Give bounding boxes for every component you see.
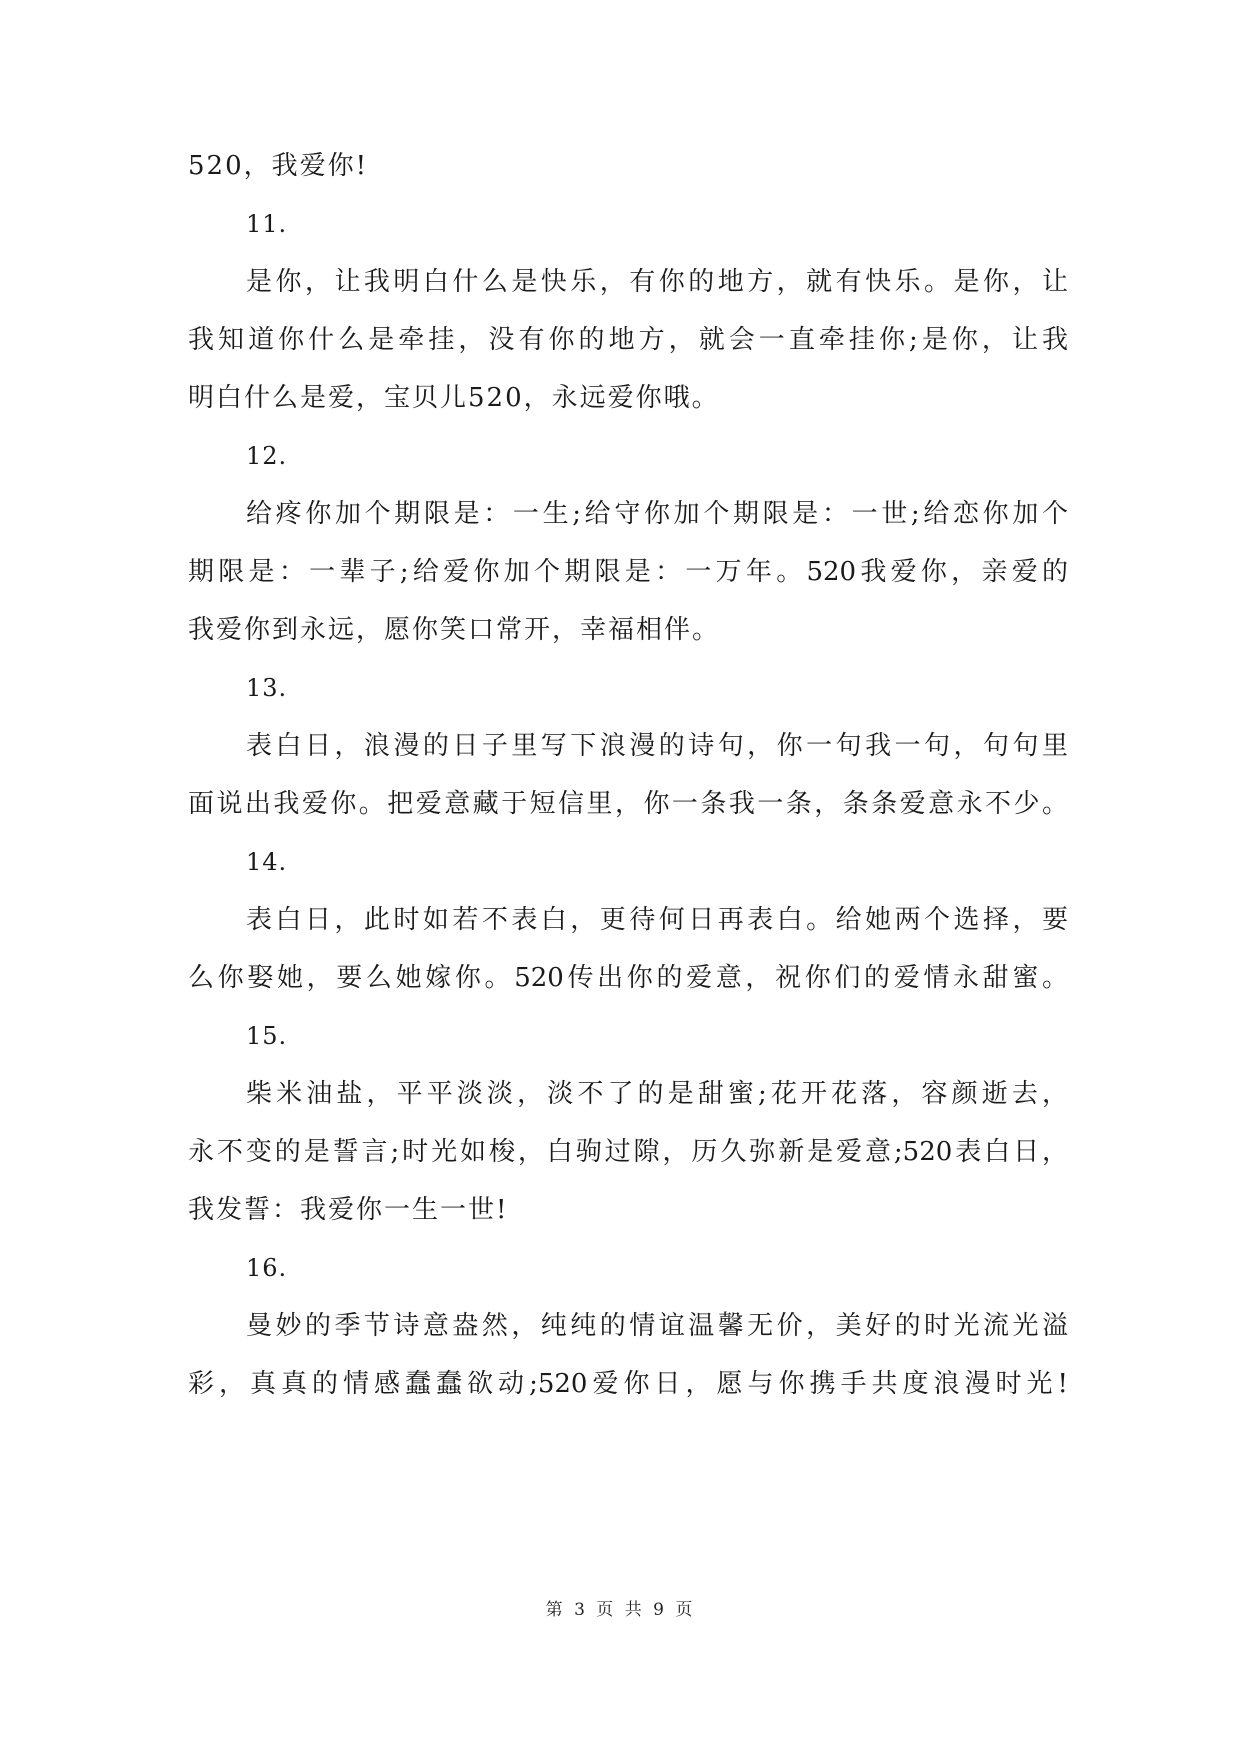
paragraph-line: 永不变的是誓言;时光如梭，白驹过隙，历久弥新是爱意;520表白日， [188,1137,1068,1167]
entry-number: 13. [246,674,288,702]
page-number-footer: 第 3 页 共 9 页 [545,1600,696,1620]
paragraph-line: 柴米油盐，平平淡淡，淡不了的是甜蜜;花开花落，容颜逝去， [246,1079,1068,1109]
entry-number: 15. [246,1022,288,1050]
paragraph-line: 么你娶她，要么她嫁你。520传出你的爱意，祝你们的爱情永甜蜜。 [188,963,1068,993]
paragraph-line: 彩，真真的情感蠢蠢欲动;520爱你日，愿与你携手共度浪漫时光! [188,1369,1068,1399]
paragraph-line: 面说出我爱你。把爱意藏于短信里，你一条我一条，条条爱意永不少。 [188,789,1068,819]
entry-number: 14. [246,848,288,876]
entry-number: 11. [246,210,288,238]
paragraph-line: 给疼你加个期限是：一生;给守你加个期限是：一世;给恋你加个 [246,499,1068,529]
entry-number: 12. [246,442,288,470]
paragraph-line: 表白日，此时如若不表白，更待何日再表白。给她两个选择，要 [246,905,1068,935]
paragraph-line: 我知道你什么是牵挂，没有你的地方，就会一直牵挂你;是你，让我 [188,325,1068,355]
paragraph-line: 是你，让我明白什么是快乐，有你的地方，就有快乐。是你，让 [246,267,1068,297]
opening-line: 520，我爱你! [188,151,369,181]
paragraph-line: 我发誓：我爱你一生一世! [188,1195,509,1225]
paragraph-line: 曼妙的季节诗意盎然，纯纯的情谊温馨无价，美好的时光流光溢 [246,1311,1068,1341]
paragraph-line: 我爱你到永远，愿你笑口常开，幸福相伴。 [188,615,721,645]
entry-number: 16. [246,1254,288,1282]
paragraph-line: 表白日，浪漫的日子里写下浪漫的诗句，你一句我一句，句句里 [246,731,1068,761]
paragraph-line: 期限是：一辈子;给爱你加个期限是：一万年。520我爱你，亲爱的 [188,557,1068,587]
paragraph-line: 明白什么是爱，宝贝儿520，永远爱你哦。 [188,383,720,413]
